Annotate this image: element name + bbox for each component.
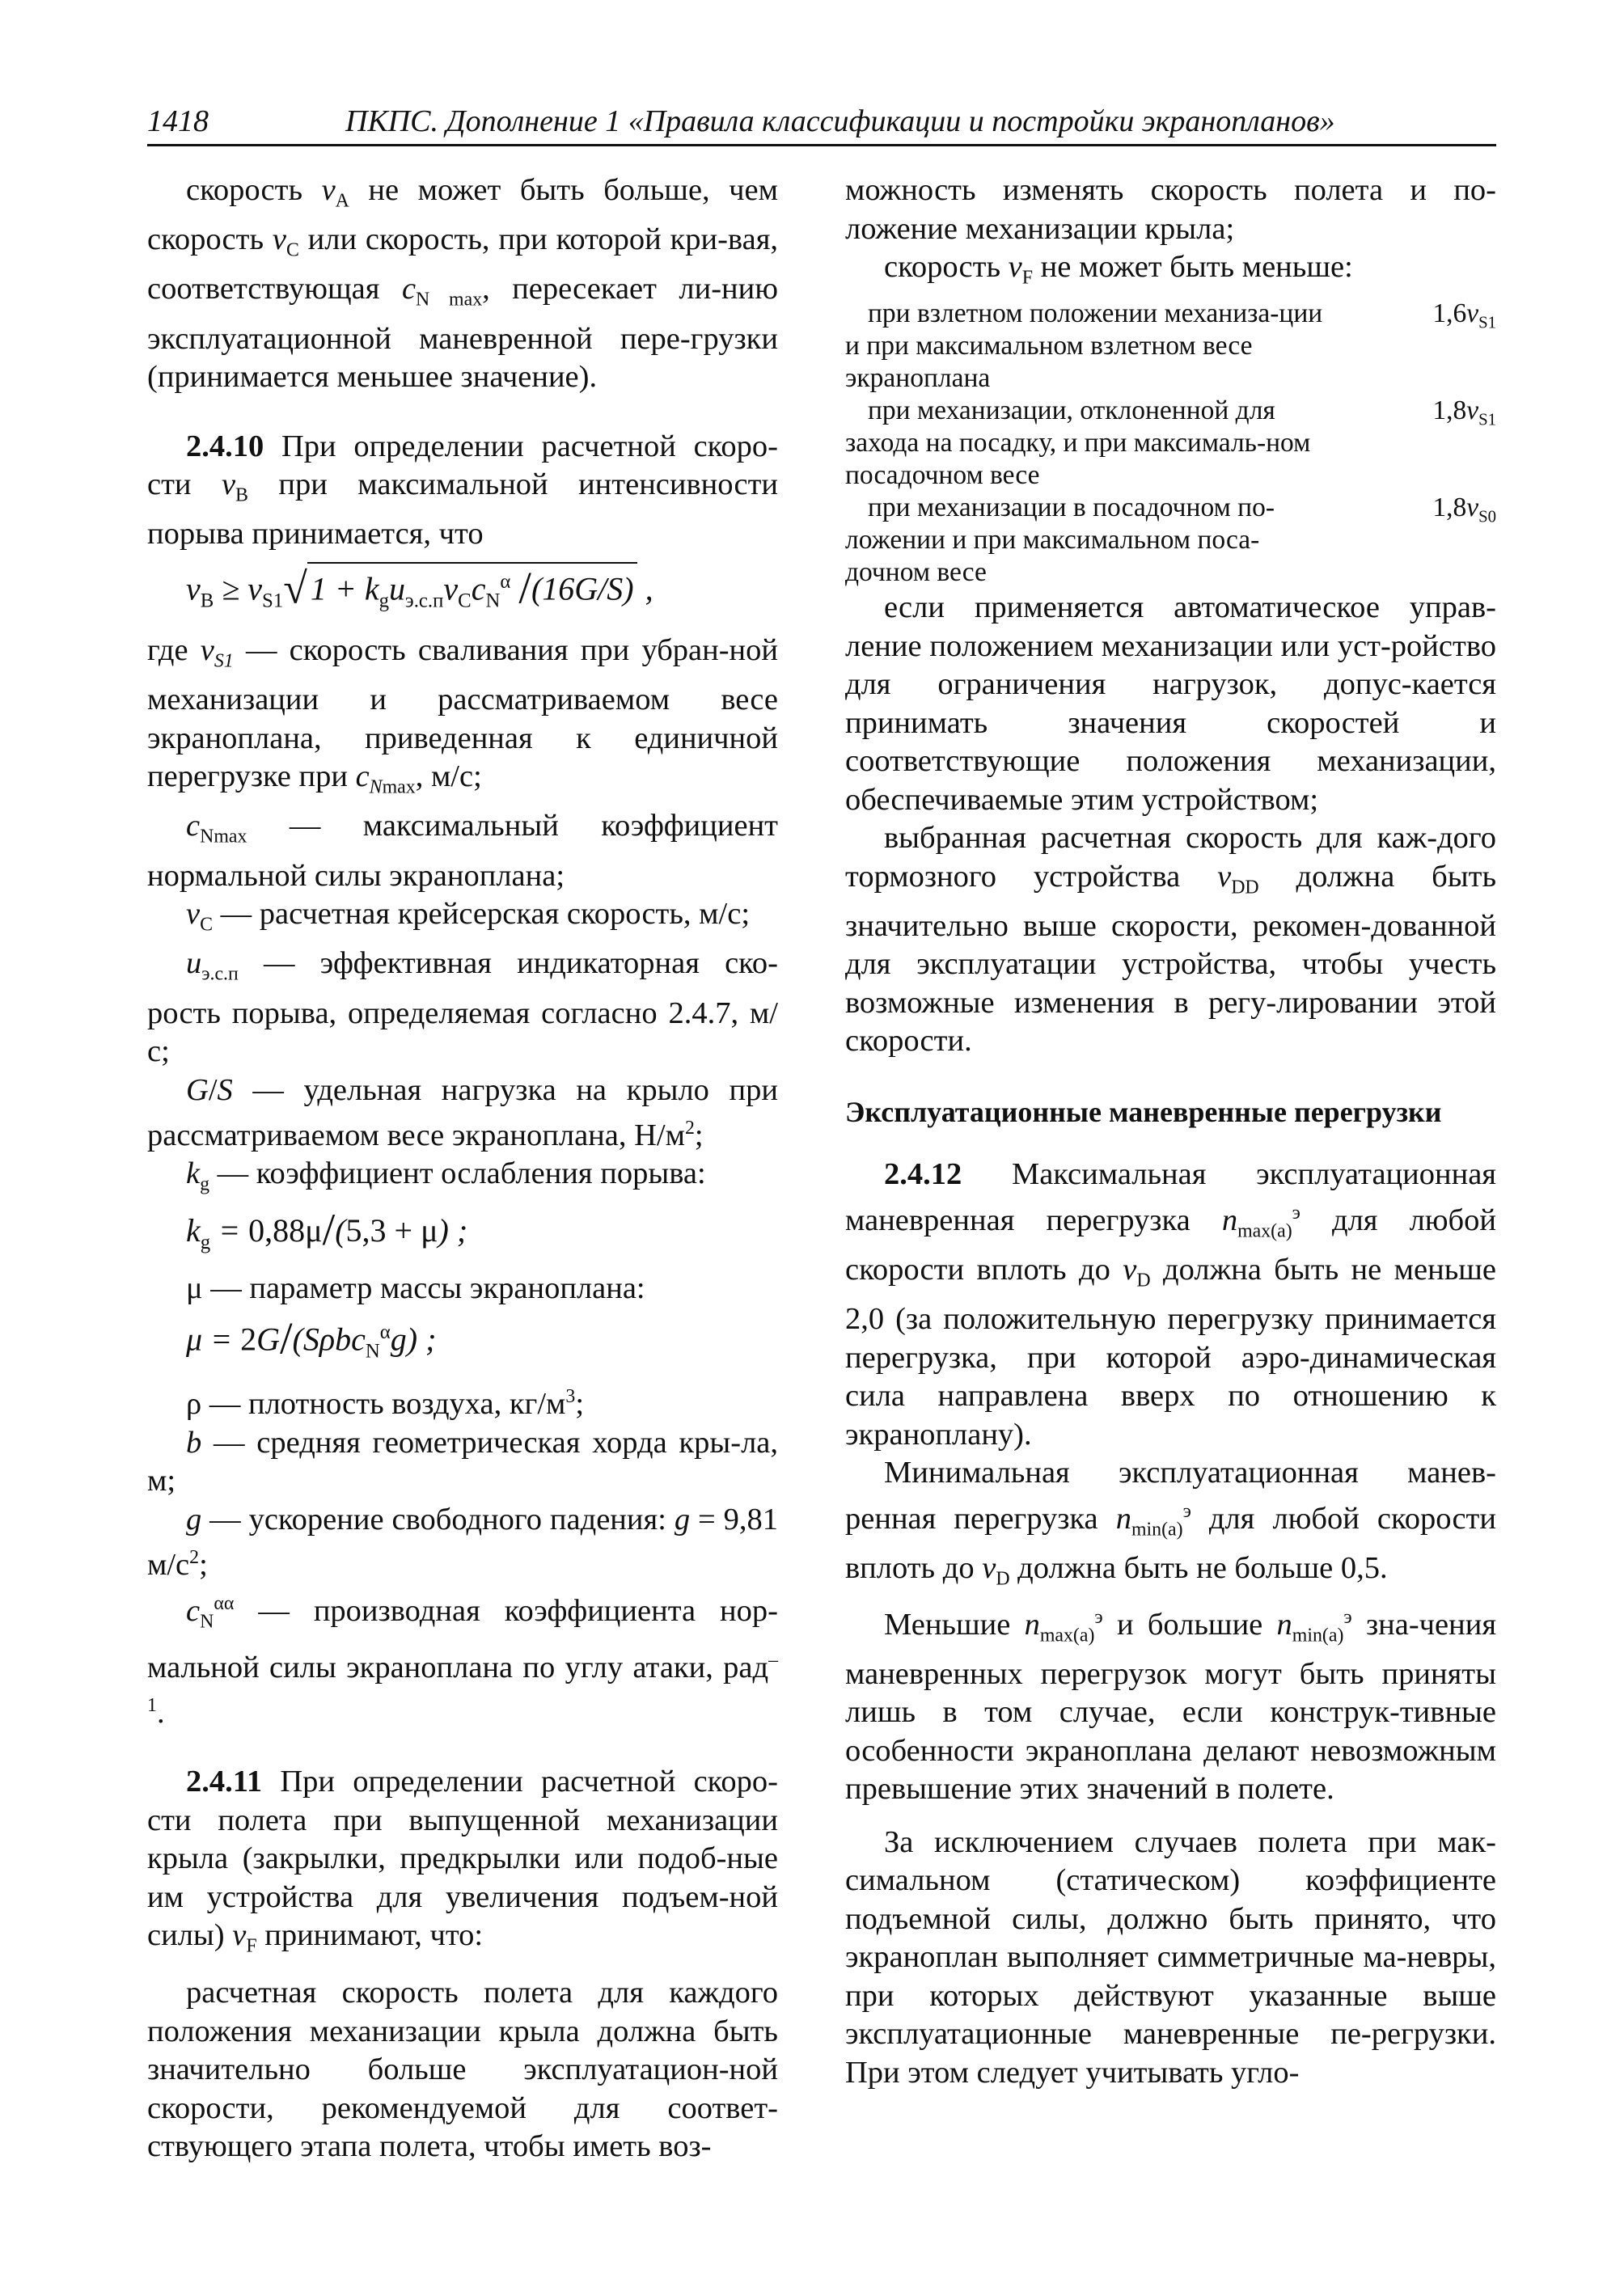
mu-formula: μ = 2G/(Sρbc$_N^\alpha$g) ; — [186, 1313, 437, 1364]
paragraph-min-load: Минимальная эксплуатационная манев-ренная перегрузка $n_{min(a)}^э$ для любой скорости вплоть до $v_D$ должна быть не больше 0,5. — [845, 1456, 1496, 1590]
paragraph-auto-control: если применяется автоматическое управ-ление положением механизации или уст-ройство для ограничения нагрузок, допус-кается принимать значения скоростей и соответствующие положения механизации, обеспечиваемые этим устройством; — [845, 590, 1496, 817]
section-title: Эксплуатационные маневренные перегрузки — [845, 1095, 1442, 1128]
flap-speed-list — [845, 298, 1496, 589]
gust-speed-formula: $v_B \ge v_{S1}√$ $1 + k_gu_{э.с.п}v_Cc_N^\alpha$ /(16G/S) , — [186, 562, 778, 625]
paragraph-va: скорость $v_A$ не может быть больше, чем скорость $v_C$ или скорость, при которой кри-вая, соответствующая $c_{N max}$, пересекает ли-нию эксплуатационной маневренной пере-грузки (принимается меньшее значение). — [147, 173, 779, 395]
def-b: b — средняя геометрическая хорда кры-ла, м; — [147, 1425, 778, 1498]
running-title: ПКПС. Дополнение 1 «Правила классификации и постройки экранопланов» — [345, 104, 1335, 138]
def-rho: ρ — плотность воздуха, $кг/м^3$; — [186, 1386, 585, 1422]
def-u: $u_{э.с.п}$ — эффективная индикаторная ско-рость порыва, определяемая согласно 2.4.7, м/с; — [147, 946, 779, 1069]
section-2-4-12: 2.4.12 Максимальная эксплуатационная маневренная перегрузка $n_{max(a)}^э$ для любой скорости вплоть до $v_D$ должна быть не меньше 2,0 (за положительную перегрузку принимается перегрузка, при которой аэро-динамическая сила направлена вверх по отношению к экраноплану). — [845, 1157, 1496, 1452]
paragraph-less-more: Меньшие $n_{max(a)}^э$ и большие $n_{min(a)}^э$ зна-чения маневренных перегрузок могут быть приняты лишь в том случае, если конструк-тивные особенности экраноплана делают невозможным превышение этих значений в полете. — [845, 1606, 1497, 1807]
list-item: при взлетном положении механиза-ции и при максимальном взлетном весе экраноплана $1,6v_{S1}$ — [845, 298, 1496, 394]
page-number: 1418 — [147, 104, 209, 138]
section-2-4-10: 2.4.10 При определении расчетной скоро-сти $v_B$ при максимальной интенсивности порыва принимается, что — [147, 429, 778, 552]
def-gs: G/S — удельная нагрузка на крыло при рассматриваемом весе экраноплана, $Н/м^2$; — [147, 1072, 779, 1152]
kg-formula: $k_g = 0,88\mu/(5,3 + \mu)$ ; — [186, 1204, 468, 1255]
section-2-4-11: 2.4.11 При определении расчетной скоро-сти полета при выпущенной механизации крыла (закрылки, предкрылки или подоб-ные им устройства для увеличения подъем-ной силы) $v_F$ принимают, что: — [147, 1765, 778, 1957]
page-header — [147, 104, 1496, 146]
def-kg: $k_g$ — коэффициент ослабления порыва: — [186, 1156, 706, 1196]
def-g: g — ускорение свободного падения: g = 9,81 $м/с^2$; — [147, 1502, 778, 1583]
list-item: при механизации в посадочном по-ложении и при максимальном поса-дочном весе $1,8v_{S0}$ — [845, 492, 1496, 588]
vf-lead: скорость $v_F$ не может быть меньше: — [884, 250, 1353, 289]
paragraph-except: За исключением случаев полета при мак-симальном (статическом) коэффициенте подъемной силы, должно быть принято, что экраноплан выполняет симметричные ма-невры, при которых действуют указанные выше эксплуатационные маневренные пе-регрузки. При этом следует учитывать угло- — [845, 1824, 1496, 2090]
right-column — [845, 171, 1496, 2092]
paragraph-continuation: можность изменять скорость полета и по-ложение механизации крыла; — [845, 173, 1496, 246]
def-vc: $v_C$ — расчетная крейсерская скорость, м/с; — [186, 897, 751, 936]
def-cnmax: $c_{Nmax}$ — максимальный коэффициент нормальной силы экраноплана; — [147, 809, 779, 893]
list-item: при механизации, отклоненной для захода на посадку, и при максималь-ном посадочном весе $1,8v_{S1}$ — [845, 395, 1496, 491]
def-mu: μ — параметр массы экраноплана: — [186, 1270, 645, 1305]
def-vs1: где $v_{S1}$ — скорость сваливания при убран-ной механизации и рассматриваемом весе экраноплана, приведенная к единичной перегрузке при $c_{Nmax}$, м/с; — [147, 633, 779, 798]
left-column — [147, 171, 778, 2166]
paragraph-brake: выбранная расчетная скорость для каж-дого тормозного устройства $v_{DD}$ должна быть значительно выше скорости, рекомен-дованной для эксплуатации устройства, чтобы учесть возможные изменения в регу-лировании этой скорости. — [845, 821, 1497, 1059]
paragraph-design-speed: расчетная скорость полета для каждого положения механизации крыла должна быть значительно больше эксплуатацион-ной скорости, рекомендуемой для соответ-ствующего этапа полета, чтобы иметь воз- — [147, 1976, 778, 2164]
def-cna: $c_N^{\alpha\alpha}$ — производная коэффициента нор-мальной силы экраноплана по углу атаки, рад$^{-1}$. — [147, 1592, 778, 1730]
